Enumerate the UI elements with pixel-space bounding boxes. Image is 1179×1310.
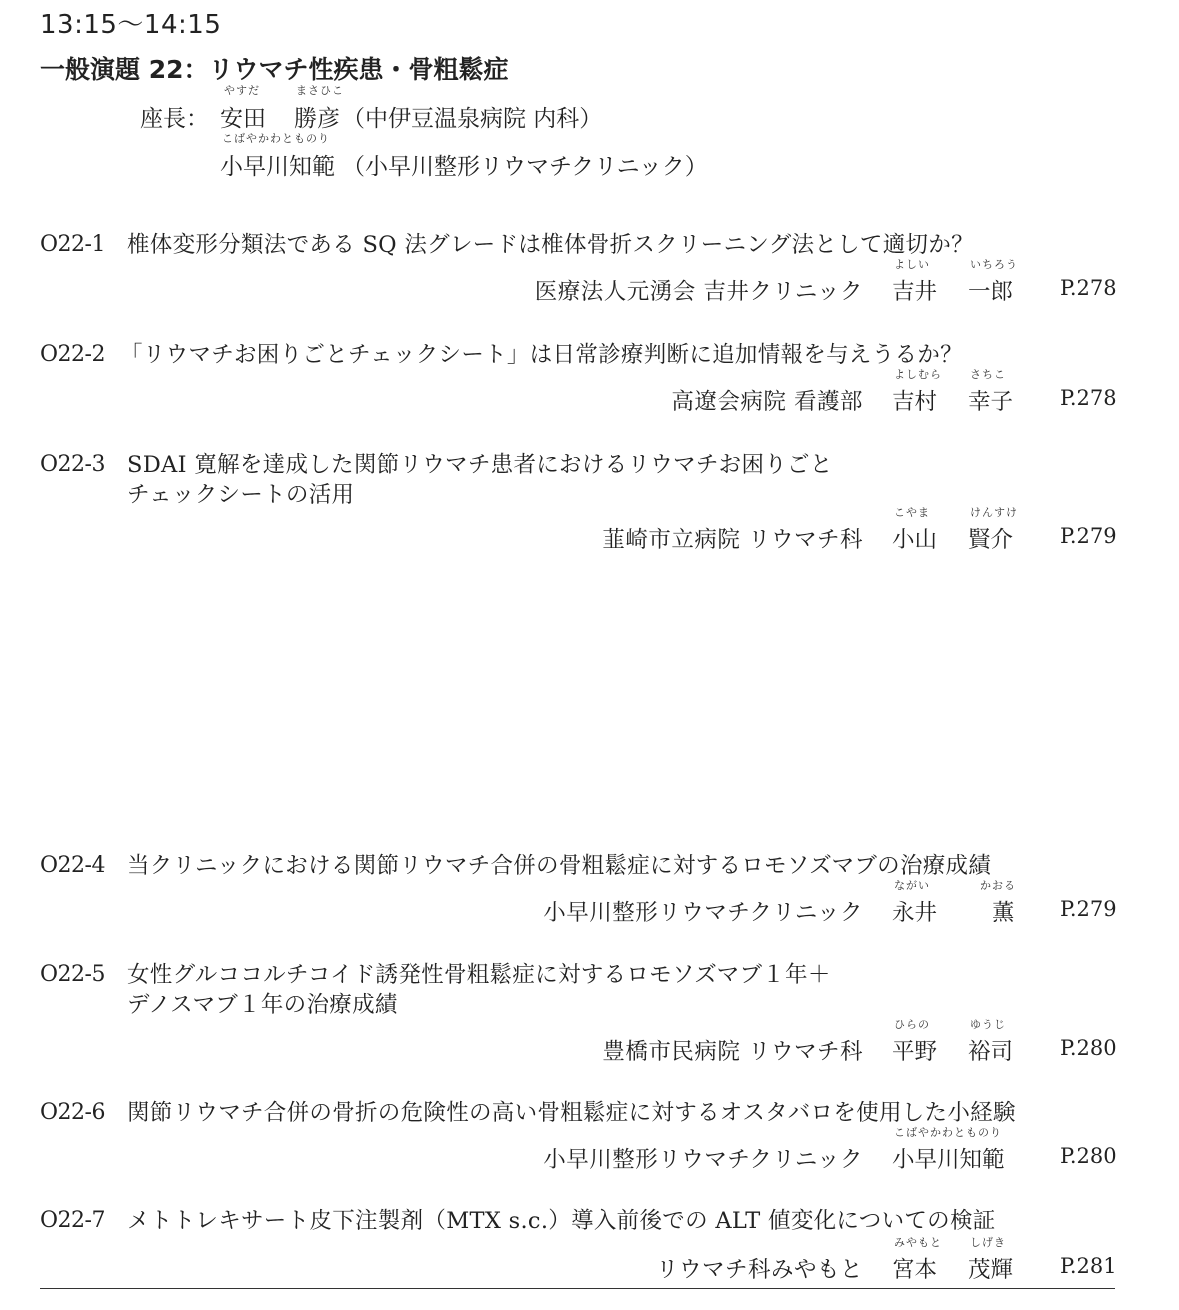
author-row — [0, 1126, 1179, 1173]
author-row — [0, 368, 1179, 415]
given-ruby: けんすけ — [970, 506, 1018, 519]
author-affiliation: 高遼会病院 看護部 — [671, 389, 863, 415]
chair1-given-ruby: まさひこ — [296, 84, 344, 97]
given-text: 茂輝 — [968, 1257, 1014, 1283]
surname-text: 吉井 — [892, 279, 938, 305]
entry-title — [127, 450, 833, 510]
entry-id: O22-4 — [40, 853, 105, 878]
author-given-name — [968, 368, 1014, 416]
given-text: 裕司 — [968, 1039, 1014, 1065]
entry-title-line: 「リウマチお困りごとチェックシート」は日常診療判断に追加情報を与えうるか？ — [120, 342, 963, 368]
surname-ruby: よしむら — [894, 368, 942, 381]
author-surname — [892, 1236, 942, 1284]
page-reference: P.279 — [1060, 897, 1117, 921]
surname-ruby: こやま — [894, 506, 930, 519]
given-ruby: いちろう — [970, 258, 1018, 271]
chair1-surname — [220, 84, 266, 133]
entry-title-line: 当クリニックにおける関節リウマチ合併の骨粗鬆症に対するロモソズマブの治療成績 — [127, 853, 992, 879]
chair1-given — [294, 84, 344, 133]
given-text: 賢介 — [968, 527, 1014, 553]
chair2-name-ruby: こばやかわとものり — [222, 132, 330, 145]
entry-id: O22-1 — [40, 232, 105, 257]
entry-title — [127, 960, 831, 1020]
entry-id: O22-3 — [40, 452, 105, 477]
chair-label: 座長： — [140, 106, 209, 132]
author-affiliation: 韮崎市立病院 リウマチ科 — [602, 527, 863, 553]
given-ruby: しげき — [970, 1236, 1006, 1249]
author-affiliation: 小早川整形リウマチクリニック — [543, 900, 863, 926]
entry-id: O22-5 — [40, 962, 105, 987]
page-reference: P.278 — [1060, 386, 1117, 410]
author-row — [0, 1018, 1179, 1065]
author-row — [0, 1236, 1179, 1283]
page-reference: P.280 — [1060, 1144, 1117, 1168]
author-row — [0, 506, 1179, 553]
author-given-name — [980, 879, 1016, 927]
surname-ruby: ながい — [894, 879, 930, 892]
session-title: 一般演題 22：リウマチ性疾患・骨粗鬆症 — [40, 55, 509, 84]
chair2-affiliation: （小早川整形リウマチクリニック） — [342, 154, 708, 180]
author-surname — [892, 506, 938, 554]
entry-title-line: デノスマブ１年の治療成績 — [127, 992, 398, 1018]
author-row — [0, 879, 1179, 926]
surname-text: 永井 — [892, 900, 938, 926]
entry-title — [120, 340, 963, 370]
author-affiliation: 小早川整形リウマチクリニック — [543, 1147, 863, 1173]
entry-title — [127, 230, 974, 260]
chair2-name-text: 小早川知範 — [220, 154, 335, 180]
author-affiliation: リウマチ科みやもと — [655, 1257, 863, 1283]
entry-title-line: 女性グルココルチコイド誘発性骨粗鬆症に対するロモソズマブ１年＋ — [127, 962, 831, 988]
author-affiliation: 豊橋市民病院 リウマチ科 — [602, 1039, 863, 1065]
surname-ruby: よしい — [894, 258, 930, 271]
author-affiliation: 医療法人元湧会 吉井クリニック — [534, 279, 863, 305]
surname-text: 小山 — [892, 527, 938, 553]
fullname-ruby: こばやかわとものり — [894, 1126, 1002, 1139]
entry-title-line: メトトレキサート皮下注製剤（MTX s.c.）導入前後での ALT 値変化についての検証 — [127, 1208, 996, 1234]
given-ruby: かおる — [980, 879, 1016, 892]
author-surname — [892, 879, 938, 927]
page-reference: P.281 — [1060, 1254, 1117, 1278]
surname-ruby: ひらの — [894, 1018, 930, 1031]
entry-title — [127, 851, 991, 881]
entry-id: O22-7 — [40, 1208, 105, 1233]
author-given-name — [968, 1236, 1014, 1284]
chair1-surname-ruby: やすだ — [224, 84, 260, 97]
author-surname — [892, 1018, 938, 1066]
surname-text: 宮本 — [892, 1257, 938, 1283]
entry-title-line: チェックシートの活用 — [127, 482, 355, 508]
bottom-rule — [40, 1288, 1115, 1289]
author-full-name — [892, 1126, 1005, 1174]
entry-id: O22-6 — [40, 1100, 105, 1125]
surname-text: 吉村 — [892, 389, 938, 415]
entry-title-line: 椎体変形分類法である SQ 法グレードは椎体骨折スクリーニング法として適切か？ — [127, 232, 974, 258]
page-reference: P.280 — [1060, 1036, 1117, 1060]
page-reference: P.278 — [1060, 276, 1117, 300]
chair2-name — [220, 132, 335, 181]
author-surname — [892, 368, 942, 416]
surname-text: 平野 — [892, 1039, 938, 1065]
session-time: 13:15〜14:15 — [40, 10, 222, 40]
page-reference: P.279 — [1060, 524, 1117, 548]
author-row — [0, 258, 1179, 305]
author-surname — [892, 258, 938, 306]
surname-ruby: みやもと — [894, 1236, 942, 1249]
chair1-given-text: 勝彦 — [294, 106, 340, 132]
entry-title-line: 関節リウマチ合併の骨折の危険性の高い骨粗鬆症に対するオスタバロを使用した小経験 — [127, 1100, 1016, 1126]
author-given-name — [968, 258, 1018, 306]
given-ruby: さちこ — [970, 368, 1006, 381]
entry-id: O22-2 — [40, 342, 105, 367]
given-text: 一郎 — [968, 279, 1014, 305]
entry-title — [127, 1206, 996, 1236]
author-given-name — [968, 1018, 1014, 1066]
chair1-affiliation: （中伊豆温泉病院 内科） — [342, 106, 603, 132]
chair1-surname-text: 安田 — [220, 106, 266, 132]
given-ruby: ゆうじ — [970, 1018, 1006, 1031]
fullname-text: 小早川知範 — [892, 1147, 1005, 1173]
author-given-name — [968, 506, 1018, 554]
entry-title — [127, 1098, 1016, 1128]
given-text: 幸子 — [968, 389, 1014, 415]
given-text: 薫 — [992, 900, 1015, 926]
entry-title-line: SDAI 寛解を達成した関節リウマチ患者におけるリウマチお困りごと — [127, 452, 833, 478]
